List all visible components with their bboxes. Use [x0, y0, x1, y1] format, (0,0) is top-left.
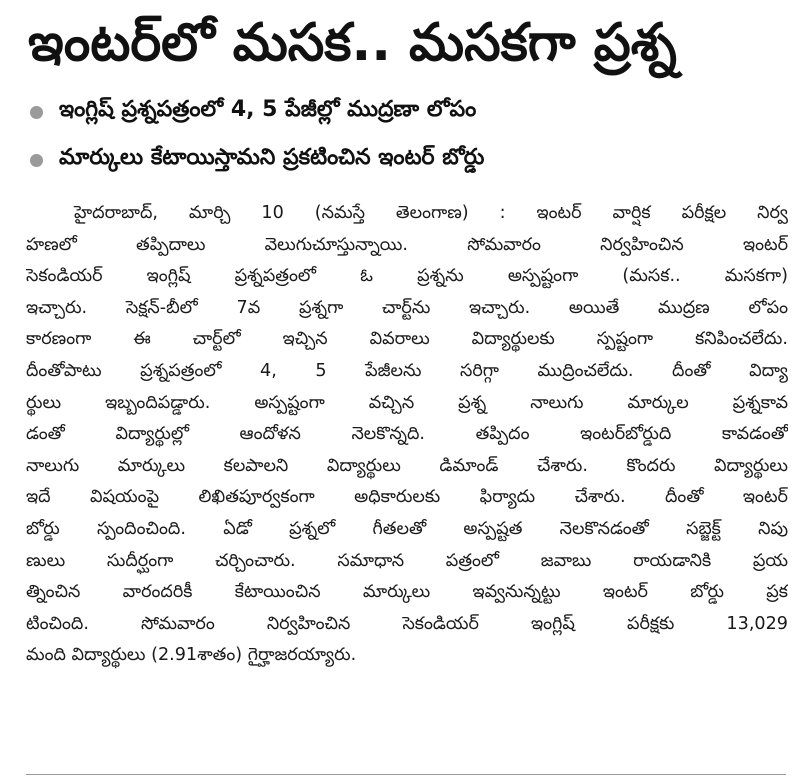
subheadline-text: మార్కులు కేటాయిస్తామని ప్రకటించిన ఇంటర్ బోర్డు [59, 145, 485, 170]
article-body [26, 198, 788, 672]
body-line: మంది విద్యార్థులు (2.91శాతం) గైర్హాజరయ్యారు. [26, 645, 357, 666]
bullet-dot-icon [30, 106, 43, 119]
body-line: హైదరాబాద్, మార్చి 10 (నమస్తే తెలంగాణ) : ఇంటర్ వార్షిక పరీక్షల నిర్వ [74, 203, 788, 223]
body-line: నాలుగు మార్కులు కలపాలని విద్యార్థులు డిమాండ్ చేశారు. కొందరు విద్యార్థులు [26, 455, 788, 476]
article-headline: ఇంటర్‌లో మసక.. మసకగా ప్రశ్న [28, 13, 677, 73]
body-line: దీంతోపాటు ప్రశ్నపత్రంలో 4, 5 పేజీలను సరిగ్గా ముద్రించలేదు. దీంతో విద్యా [26, 360, 788, 381]
bullet-dot-icon [30, 154, 43, 167]
body-line: కారణంగా ఈ చార్ట్‌లో ఇచ్చిన వివరాలు విద్యార్థులకు స్పష్టంగా కనిపించలేదు. [26, 329, 788, 350]
body-line: బోర్డు స్పందించింది. ఏడో ప్రశ్నలో గీతలతో అస్పష్టత నెలకొనడంతో సబ్జెక్ట్ నిపు [26, 518, 788, 539]
body-line: డంతో విద్యార్థుల్లో ఆందోళన నెలకొన్నది. తప్పిదం ఇంటర్‌బోర్డుది కావడంతో [26, 424, 788, 445]
bottom-divider [26, 774, 786, 775]
body-line: సెకండియర్ ఇంగ్లిష్ ప్రశ్నపత్రంలో ఓ ప్రశ్నను అస్పష్టంగా (మసక.. మసకగా) [26, 266, 788, 287]
body-line: టించింది. సోమవారం నిర్వహించిన సెకండియర్ ఇంగ్లిష్ పరీక్షకు 13,029 [26, 613, 788, 634]
subheadline-list [30, 88, 790, 184]
body-line: ణులు సుదీర్ఘంగా చర్చించారు. సమాధాన పత్రంలో జవాబు రాయడానికి ప్రయ [26, 550, 788, 571]
subheadline-item [30, 88, 790, 136]
body-line: ఇదే విషయంపై లిఖితపూర్వకంగా అధికారులకు ఫిర్యాదు చేశారు. దీంతో ఇంటర్ [26, 487, 788, 508]
body-line: ఇచ్చారు. సెక్షన్-బీలో 7వ ప్రశ్నగా చార్ట్‌ను ఇచ్చారు. అయితే ముద్రణ లోపం [26, 297, 788, 318]
subheadline-item [30, 136, 790, 184]
subheadline-text: ఇంగ్లిష్ ప్రశ్నపత్రంలో 4, 5 పేజీల్లో ముద్రణా లోపం [59, 97, 477, 122]
body-line: త్నించిన వారందరికీ కేటాయించిన మార్కులు ఇవ్వనున్నట్టు ఇంటర్ బోర్డు ప్రక [26, 582, 788, 603]
body-line: హణలో తప్పిదాలు వెలుగుచూస్తున్నాయి. సోమవారం నిర్వహించిన ఇంటర్ [26, 234, 788, 255]
body-line: ర్థులు ఇబ్బందిపడ్డారు. అస్పష్టంగా వచ్చిన ప్రశ్న నాలుగు మార్కుల ప్రశ్నకావ [26, 392, 788, 413]
